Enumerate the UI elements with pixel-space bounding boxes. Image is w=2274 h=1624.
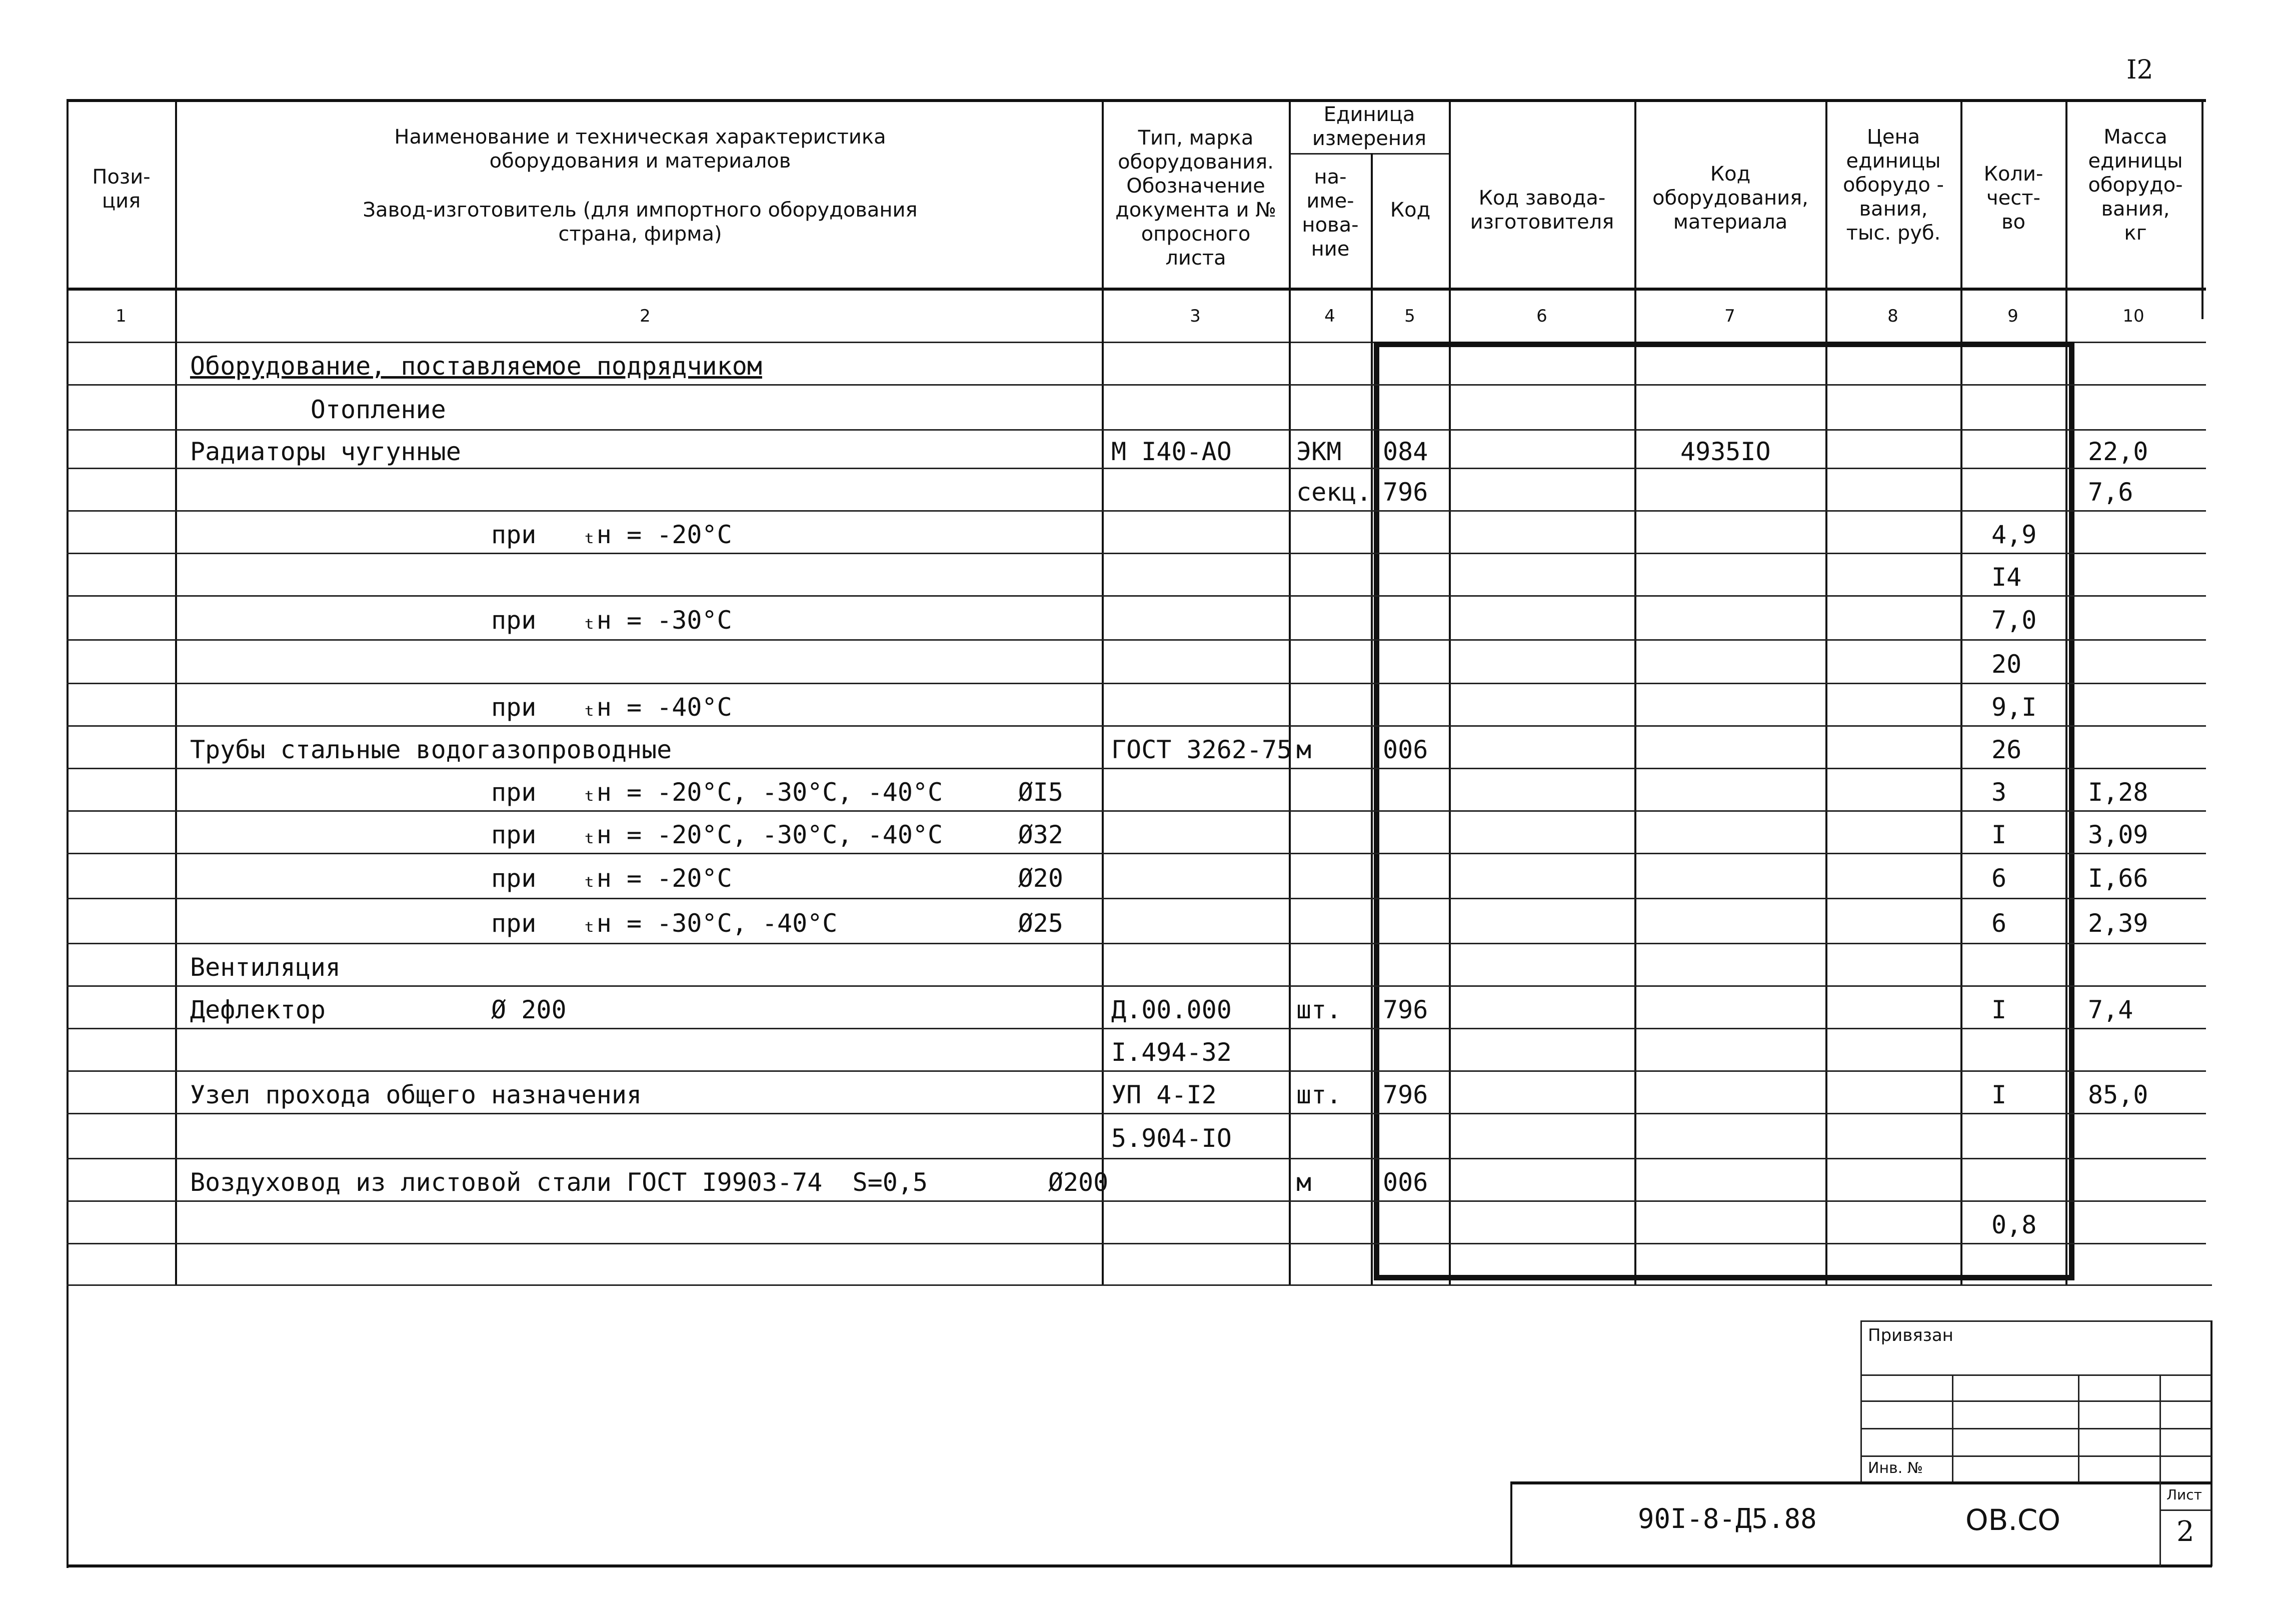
page-number: I2 — [2126, 55, 2153, 85]
row-separator — [67, 898, 2206, 899]
header-equipment-code: Код оборудования, материала — [1652, 163, 1808, 234]
stamp-grid-line — [1860, 1374, 2211, 1376]
column-number: 1 — [116, 306, 127, 326]
cell-type: М I40-АО — [1111, 437, 1232, 466]
header-unit-code: Код — [1390, 199, 1431, 222]
cell-qty: I — [1991, 995, 2007, 1024]
header-name-line1: Наименование и техническая характеристика — [394, 126, 886, 149]
cell-mass: I,66 — [2088, 864, 2148, 893]
stamp-grid-line — [1860, 1400, 2211, 1402]
cell-unit: секц. — [1296, 478, 1372, 507]
cell-type: Д.00.000 — [1111, 995, 1232, 1024]
cell-name: при ₜн = -20°С, -30°С, -40°С Ø32 — [190, 820, 1063, 849]
col-divider — [1289, 99, 1291, 1284]
cell-unit: шт. — [1296, 1080, 1342, 1109]
page-bottom-border — [67, 1564, 2212, 1567]
row-separator — [67, 1070, 2206, 1072]
cell-name: Отопление — [190, 395, 446, 424]
col-divider — [1102, 99, 1104, 1284]
stamp-grid-line — [2078, 1374, 2079, 1481]
cell-type: УП 4-I2 — [1111, 1080, 1217, 1109]
cell-code: 796 — [1383, 478, 1428, 507]
cell-qty: 0,8 — [1991, 1210, 2037, 1239]
cell-name: Трубы стальные водогазопроводные — [190, 735, 672, 764]
header-position: Пози- ция — [92, 166, 151, 213]
header-factory-code: Код завода- изготовителя — [1470, 187, 1614, 234]
cell-name: при ₜн = -30°С, -40°С Ø25 — [190, 909, 1063, 938]
col-divider — [175, 99, 177, 1284]
document-mark: ОВ.СО — [1965, 1503, 2061, 1537]
unit-group-divider — [1289, 153, 1449, 155]
cell-qty: 7,0 — [1991, 606, 2037, 635]
cell-qty: 4,9 — [1991, 520, 2037, 549]
cell-mass: I,28 — [2088, 778, 2148, 807]
row-separator — [67, 429, 2206, 431]
header-name-line2: оборудования и материалов — [489, 150, 791, 173]
cell-mass: 22,0 — [2088, 437, 2148, 466]
row-separator — [67, 943, 2206, 944]
column-number: 5 — [1404, 306, 1415, 326]
table-bottom-border — [67, 1284, 2212, 1286]
cell-name: при ₜн = -20°С — [190, 520, 732, 549]
cell-code: 006 — [1383, 735, 1428, 764]
header-price: Цена единицы оборудо - вания, тыс. руб. — [1843, 126, 1944, 245]
stamp-grid-line — [2159, 1374, 2161, 1481]
row-separator — [67, 1200, 2206, 1202]
cell-name: при ₜн = -40°С — [190, 693, 732, 722]
cell-qty: 3 — [1991, 778, 2007, 807]
title-block-divider — [2159, 1481, 2161, 1566]
header-unit-group: Единица измерения — [1312, 103, 1427, 150]
cell-qty: 20 — [1991, 650, 2022, 679]
cell-mass: 85,0 — [2088, 1080, 2148, 1109]
column-number: 4 — [1324, 306, 1335, 326]
stamp-grid-line — [1860, 1428, 2211, 1429]
cell-name: Дефлектор Ø 200 — [190, 995, 567, 1024]
row-separator — [67, 1028, 2206, 1029]
column-number: 6 — [1536, 306, 1547, 326]
header-type: Тип, марка оборудования. Обозначение документа и № опросного листа — [1115, 127, 1276, 270]
row-separator — [67, 468, 2206, 469]
column-number: 7 — [1724, 306, 1735, 326]
sheet-divider — [2159, 1509, 2211, 1511]
header-name-line3: Завод-изготовитель (для импортного оборудования — [363, 199, 918, 222]
cell-unit: м — [1296, 1168, 1312, 1197]
row-separator — [67, 768, 2206, 769]
title-block-top — [1510, 1481, 2211, 1484]
table-top-border — [67, 99, 2206, 102]
cell-mass: 2,39 — [2088, 909, 2148, 938]
row-separator — [67, 725, 2206, 727]
cell-name: Радиаторы чугунные — [190, 437, 461, 466]
row-separator — [67, 384, 2206, 386]
cell-name: Оборудование, поставляемое подрядчиком — [190, 352, 762, 381]
header-name-line4: страна, фирма) — [558, 223, 722, 246]
cell-qty: 6 — [1991, 909, 2007, 938]
cell-mass: 7,6 — [2088, 478, 2133, 507]
cell-code: 084 — [1383, 437, 1428, 466]
cell-type: 5.904-IO — [1111, 1124, 1232, 1153]
row-separator — [67, 510, 2206, 512]
cell-qty: I — [1991, 1080, 2007, 1109]
stamp-top — [1860, 1320, 2211, 1322]
cell-qty: 6 — [1991, 864, 2007, 893]
header-mass: Масса единицы оборудо- вания, кг — [2088, 126, 2183, 245]
stamp-linked-label: Привязан — [1868, 1325, 1953, 1345]
cell-code: 796 — [1383, 1080, 1428, 1109]
cell-type: ГОСТ 3262-75 — [1111, 735, 1292, 764]
cell-name: Воздуховод из листовой стали ГОСТ I9903-74 S=0,5 Ø200 — [190, 1168, 1109, 1197]
cell-code: 006 — [1383, 1168, 1428, 1197]
column-number: 10 — [2122, 306, 2144, 326]
sheet-label: Лист — [2166, 1486, 2202, 1503]
row-separator — [67, 553, 2206, 554]
stamp-right-border — [2210, 1320, 2212, 1566]
cell-name: при ₜн = -20°С, -30°С, -40°С ØI5 — [190, 778, 1063, 807]
row-separator — [67, 1158, 2206, 1159]
cell-name: Узел прохода общего назначения — [190, 1080, 642, 1109]
cell-mass: 3,09 — [2088, 820, 2148, 849]
cell-code: 796 — [1383, 995, 1428, 1024]
column-number: 2 — [640, 306, 651, 326]
row-separator — [67, 639, 2206, 641]
column-number: 9 — [2007, 306, 2018, 326]
table-left-border — [67, 99, 69, 1568]
cell-type: I.494-32 — [1111, 1038, 1232, 1067]
sheet-number: 2 — [2176, 1515, 2194, 1548]
cell-unit: м — [1296, 735, 1312, 764]
stamp-grid-line — [1860, 1455, 2211, 1457]
cell-qty: I4 — [1991, 563, 2022, 592]
cell-qty: 9,I — [1991, 693, 2037, 722]
row-separator — [67, 985, 2206, 987]
row-separator — [67, 683, 2206, 684]
row-separator — [67, 853, 2206, 854]
row-separator — [67, 1113, 2206, 1114]
row-separator — [67, 810, 2206, 812]
cell-name: при ₜн = -20°С Ø20 — [190, 864, 1063, 893]
cell-qty: I — [1991, 820, 2007, 849]
cell-qty: 26 — [1991, 735, 2022, 764]
header-bottom-border — [67, 288, 2206, 291]
title-block-left — [1510, 1481, 1512, 1566]
header-quantity: Коли- чест- во — [1983, 163, 2043, 234]
cell-name: при ₜн = -30°С — [190, 606, 732, 635]
stamp-grid-line — [1952, 1374, 1953, 1481]
document-number: 90I-8-Д5.88 — [1638, 1503, 1817, 1534]
row-separator — [67, 595, 2206, 597]
cell-unit: ЭКМ — [1296, 437, 1342, 466]
column-number: 3 — [1190, 306, 1201, 326]
col-divider — [1371, 153, 1373, 1284]
header-unit-name: на- име- нова- ние — [1302, 166, 1359, 261]
cell-name: Вентиляция — [190, 953, 341, 982]
cell-unit: шт. — [1296, 995, 1342, 1024]
row-separator — [67, 1243, 2206, 1244]
stamp-inv-label: Инв. № — [1868, 1459, 1923, 1477]
cell-mass: 7,4 — [2088, 995, 2133, 1024]
cell-equip-code: 4935IO — [1680, 437, 1771, 466]
column-number: 8 — [1887, 306, 1898, 326]
